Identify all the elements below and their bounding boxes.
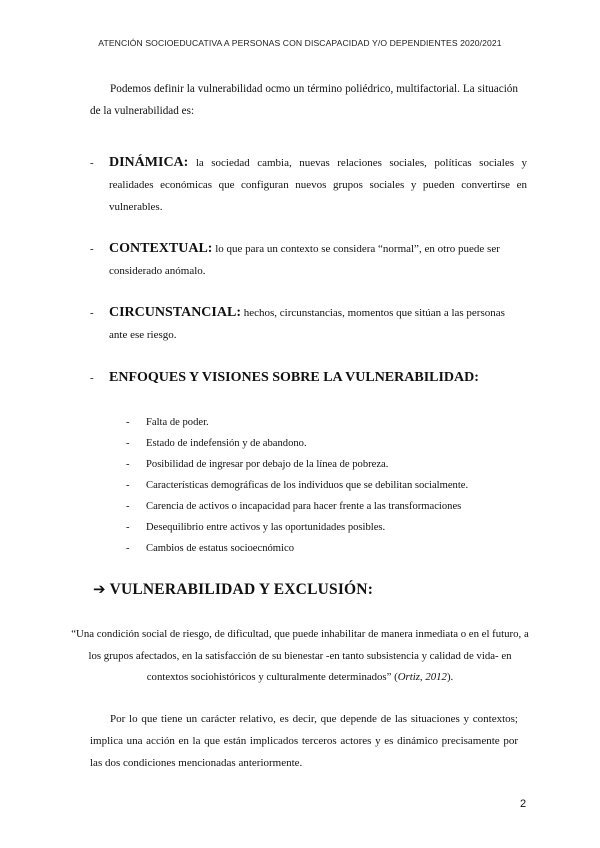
enfoques-list [126, 412, 546, 559]
section-heading [93, 580, 373, 599]
closing-paragraph: Por lo que tiene un carácter relativo, es decir, que depende de las situaciones y contextos; implica una acción en la que están implicados terceros actores y es dinámico precisamente por las dos condiciones mencionadas anteriormente. [90, 713, 518, 769]
bullet-dash: - [126, 543, 130, 554]
quote-end: ). [446, 671, 454, 683]
list-item: - Desequilibrio entre activos y las oportunidades posibles. [126, 517, 546, 538]
list-item: - Falta de poder. [126, 412, 546, 433]
bullet-dash: - [90, 372, 94, 384]
definition-text: la sociedad cambia, nuevas relaciones sociales, políticas sociales y realidades económicas que configuran nuevos grupos sociales y pueden convertirse en vulnerables. [109, 157, 527, 213]
definition-term: CIRCUNSTANCIAL: [109, 305, 241, 320]
bullet-dash: - [126, 438, 130, 449]
arrow-right-icon: ➔ [93, 580, 106, 598]
definition-text: hechos, circunstancias, momentos que sitúan a las personas ante ese riesgo. [109, 307, 505, 341]
page-number: 2 [520, 798, 527, 810]
list-item: - Carencia de activos o incapacidad para hacer frente a las transformaciones [126, 496, 546, 517]
section-heading-text: VULNERABILIDAD Y EXCLUSIÓN: [109, 581, 374, 598]
list-item: - Estado de indefensión y de abandono. [126, 433, 546, 454]
bullet-dash: - [90, 307, 94, 319]
definition-term: DINÁMICA: [109, 155, 189, 170]
list-item: - Cambios de estatus socioecnómico [126, 538, 546, 559]
intro-paragraph: Podemos definir la vulnerabilidad ocmo un término poliédrico, multifactorial. La situación de la vulnerabilidad es: [90, 83, 518, 117]
bullet-dash: - [126, 522, 130, 533]
definition-term: CONTEXTUAL: [109, 241, 213, 256]
quote-text: “Una condición social de riesgo, de dificultad, que puede inhabilitar de manera inmediata o en el futuro, a los grupos afectados, en la satisfacción de su bienestar -en tanto subsistencia y calidad de vida- en contextos sociohistóricos y culturalmente determinados” ( [71, 628, 529, 683]
bullet-dash: - [126, 501, 130, 512]
bullet-dash: - [90, 157, 94, 169]
bullet-dash: - [126, 417, 130, 428]
list-item: - Características demográficas de los individuos que se debilitan socialmente. [126, 475, 546, 496]
bullet-dash: - [90, 243, 94, 255]
definition-text: lo que para un contexto se considera “normal”, en otro puede ser considerado anómalo. [109, 243, 500, 277]
quote-paragraph [70, 624, 530, 689]
bullet-dash: - [126, 459, 130, 470]
bullet-dash: - [126, 480, 130, 491]
list-item: - Posibilidad de ingresar por debajo de la línea de pobreza. [126, 454, 546, 475]
quote-citation: Ortiz, 2012 [397, 671, 447, 683]
running-header: ATENCIÓN SOCIOEDUCATIVA A PERSONAS CON DISCAPACIDAD Y/O DEPENDIENTES 2020/2021 [98, 38, 502, 48]
enfoques-heading: ENFOQUES Y VISIONES SOBRE LA VULNERABILIDAD: [109, 370, 479, 385]
